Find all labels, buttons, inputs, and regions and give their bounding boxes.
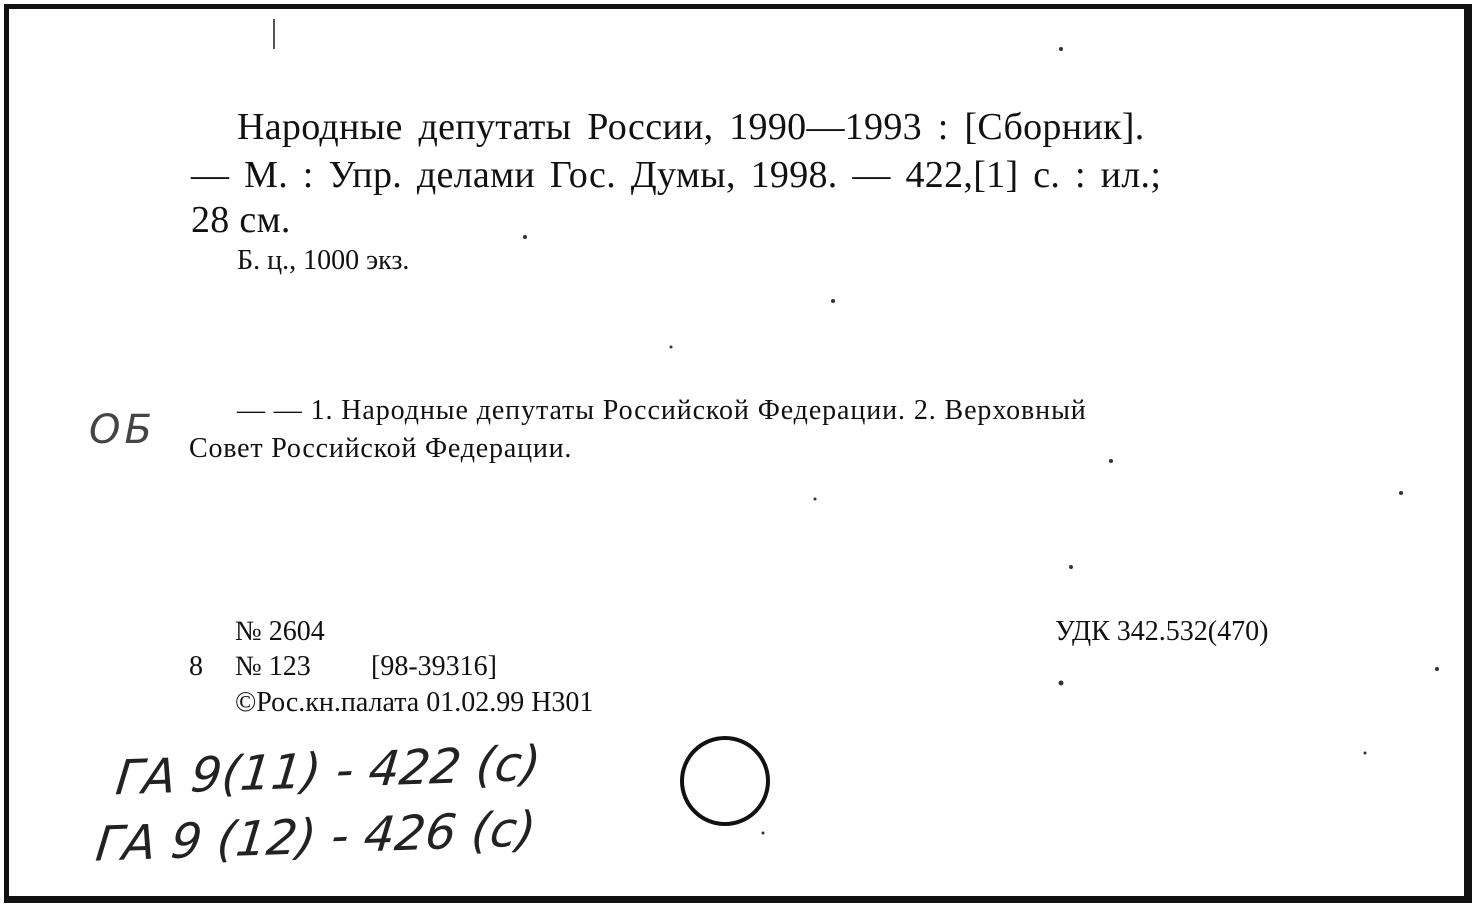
price-copies: Б. ц., 1000 экз. (237, 245, 410, 276)
shelf-mark-line-1: ГА 9(11) - 422 (с) (113, 735, 544, 807)
card-marks (9, 9, 1464, 896)
title-line-2: — М. : Упр. делами Гос. Думы, 1998. — 422,[1] с. : ил.; (191, 154, 1162, 196)
book-chamber-stamp: ©Рос.кн.палата 01.02.99 Н301 (235, 687, 594, 718)
drawn-circle (682, 738, 768, 824)
scanner-specks (523, 47, 1439, 835)
subject-headings-line-2: Совет Российской Федерации. (189, 433, 573, 464)
title-line-3: 28 см. (191, 199, 291, 241)
record-number: № 2604 (235, 616, 325, 647)
order-number: № 123 (235, 651, 311, 682)
margin-mark: ОБ (89, 407, 156, 453)
card-digit: 8 (189, 651, 203, 682)
catalog-card (4, 4, 1472, 903)
registration-code: [98-39316] (371, 651, 497, 682)
shelf-mark-line-2: ГА 9 (12) - 426 (с) (93, 801, 539, 873)
udc-code: УДК 342.532(470) (1055, 616, 1269, 647)
title-line-1: Народные депутаты России, 1990—1993 : [Сборник]. (237, 106, 1145, 148)
subject-headings-line-1: — — 1. Народные депутаты Российской Федерации. 2. Верховный (237, 395, 1087, 426)
